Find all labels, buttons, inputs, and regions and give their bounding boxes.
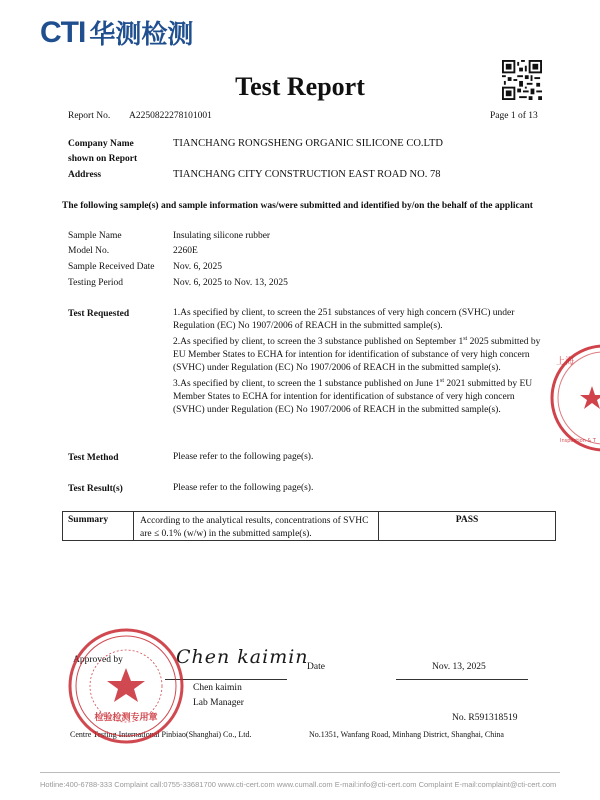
address-value: TIANCHANG CITY CONSTRUCTION EAST ROAD NO. 78 xyxy=(173,169,441,180)
test-requested-label: Test Requested xyxy=(68,309,130,319)
company-name-label: Company Name xyxy=(68,139,134,149)
summary-table xyxy=(62,511,556,541)
summary-result: PASS xyxy=(455,515,479,525)
svg-text:Inspection & T: Inspection & T xyxy=(560,438,596,444)
edge-stamp-icon xyxy=(536,342,600,454)
test-requested-item-3: 3.As specified by client, to screen the 1 substance published on June 1st 2021 submitted by EU Member States to ECHA for intention for identification of substance of very high concern (SVHC) under Regulation (EC) No 1907/2006 of REACH in the submitted sample(s). xyxy=(173,378,533,416)
svg-text:检验检测专用章: 检验检测专用章 xyxy=(94,713,158,723)
approver-role: Lab Manager xyxy=(193,698,244,708)
company-name-label-2: shown on Report xyxy=(68,154,138,164)
approver-name: Chen kaimin xyxy=(193,683,242,693)
received-date-value: Nov. 6, 2025 xyxy=(173,262,222,272)
page-title: Test Report xyxy=(235,72,365,101)
test-result-label: Test Result(s) xyxy=(68,484,123,494)
test-result-value: Please refer to the following page(s). xyxy=(173,483,314,493)
svg-text:上海: 上海 xyxy=(556,357,575,367)
approved-by-label: Approved by xyxy=(73,655,123,665)
footer-contact: Hotline:400-6788-333 Complaint call:0755-33681700 www.cti-cert.com www.cumall.com E-mail:info@cti-cert.com Complaint E-mail:complaint@cti-cert.com xyxy=(40,780,557,789)
page-indicator: Page 1 of 13 xyxy=(490,111,538,121)
official-stamp-icon xyxy=(62,628,192,744)
address-label: Address xyxy=(68,170,102,180)
test-method-value: Please refer to the following page(s). xyxy=(173,452,314,462)
logo-cn-text: 华测检测 xyxy=(89,20,194,50)
footer-divider xyxy=(40,772,560,773)
received-date-label: Sample Received Date xyxy=(68,262,155,272)
date-value: Nov. 13, 2025 xyxy=(432,662,486,672)
company-address: No.1351, Wanfang Road, Minhang District, Shanghai, China xyxy=(309,730,504,739)
sample-name-value: Insulating silicone rubber xyxy=(173,231,271,241)
test-requested-item-1: 1.As specified by client, to screen the 251 substances of very high concern (SVHC) under Regulation (EC) No 1907/2006 of REACH in the submitted sample(s). xyxy=(173,308,515,331)
company-footer: Centre Testing International Pinbiao(Shanghai) Co., Ltd. xyxy=(70,730,252,739)
test-requested-item-2: 2.As specified by client, to screen the 3 substance published on September 1st 2025 submitted by EU Member States to ECHA for intention for identification of substance of very high concern (SVHC) under Regulation (EC) No 1907/2006 of REACH in the submitted sample(s). xyxy=(173,336,541,374)
date-line xyxy=(396,679,528,680)
logo-text: CTI xyxy=(40,15,86,49)
summary-text: According to the analytical results, concentrations of SVHC are ≤ 0.1% (w/w) in the submitted sample(s). xyxy=(134,512,379,540)
summary-label: Summary xyxy=(63,512,134,540)
testing-period-value: Nov. 6, 2025 to Nov. 13, 2025 xyxy=(173,278,288,288)
test-method-label: Test Method xyxy=(68,453,119,463)
signature: Chen kaimin xyxy=(176,646,309,668)
report-no-label: Report No. xyxy=(68,111,111,121)
company-name-value: TIANCHANG RONGSHENG ORGANIC SILICONE CO.LTD xyxy=(173,138,443,149)
cti-logo xyxy=(40,14,193,51)
intro-text: The following sample(s) and sample information was/were submitted and identified by/on the behalf of the applicant xyxy=(62,201,533,211)
report-number: No. R591318519 xyxy=(452,713,518,723)
model-no-label: Model No. xyxy=(68,246,110,256)
report-no-value: A2250822278101001 xyxy=(129,111,212,121)
model-no-value: 2260E xyxy=(173,246,198,256)
test-requested-text xyxy=(173,307,546,417)
date-label: Date xyxy=(307,662,325,672)
testing-period-label: Testing Period xyxy=(68,278,124,288)
sample-name-label: Sample Name xyxy=(68,231,122,241)
